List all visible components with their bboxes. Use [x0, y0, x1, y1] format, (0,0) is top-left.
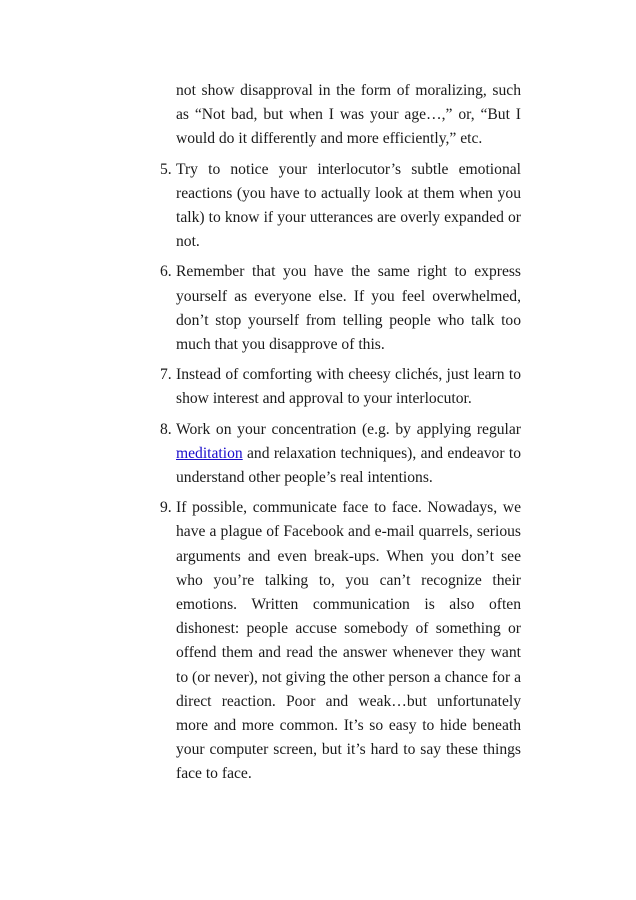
item-number: 5.	[160, 160, 172, 178]
item-text: Remember that you have the same right to express yourself as everyone else. If you feel overwhelmed, don’t stop yourself from telling people who talk too much that you disapprove of this.	[176, 263, 521, 354]
item-number: 7.	[160, 366, 172, 384]
item-text: Try to notice your interlocutor’s subtle emotional reactions (you have to actually look at them when you talk) to know if your utterances are overly expanded or not.	[176, 160, 521, 251]
list-item-9	[160, 496, 521, 786]
meditation-link[interactable]: meditation	[176, 444, 243, 462]
item-text: Instead of comforting with cheesy clichés, just learn to show interest and approval to your interlocutor.	[176, 366, 521, 408]
list-item-7	[160, 363, 521, 411]
list-item-6	[160, 260, 521, 357]
list-item-8	[160, 418, 521, 491]
item-number: 8.	[160, 420, 172, 438]
item-number: 9.	[160, 499, 172, 517]
item-text-before-link: Work on your concentration (e.g. by applying regular	[176, 420, 521, 438]
tips-list	[160, 158, 521, 787]
item-text: If possible, communicate face to face. Nowadays, we have a plague of Facebook and e-mail quarrels, serious arguments and even break-ups. When you don’t see who you’re talking to, you can’t recognize their emotions. Written communication is also often dishonest: people accuse somebody of something or offend them and read the answer whenever they want to (or never), not giving the other person a chance for a direct reaction. Poor and weak…but unfortunately more and more common. It’s so easy to hide beneath your computer screen, but it’s hard to say these things face to face.	[176, 499, 521, 783]
list-item-5	[160, 158, 521, 255]
text-column	[160, 79, 521, 787]
continued-paragraph: not show disapproval in the form of moralizing, such as “Not bad, but when I was your age…,” or, “But I would do it differently and more efficiently,” etc.	[176, 82, 521, 148]
item-text-after-link: and relaxation techniques), and endeavor to understand other people’s real intentions.	[176, 444, 521, 487]
item-number: 6.	[160, 263, 172, 281]
